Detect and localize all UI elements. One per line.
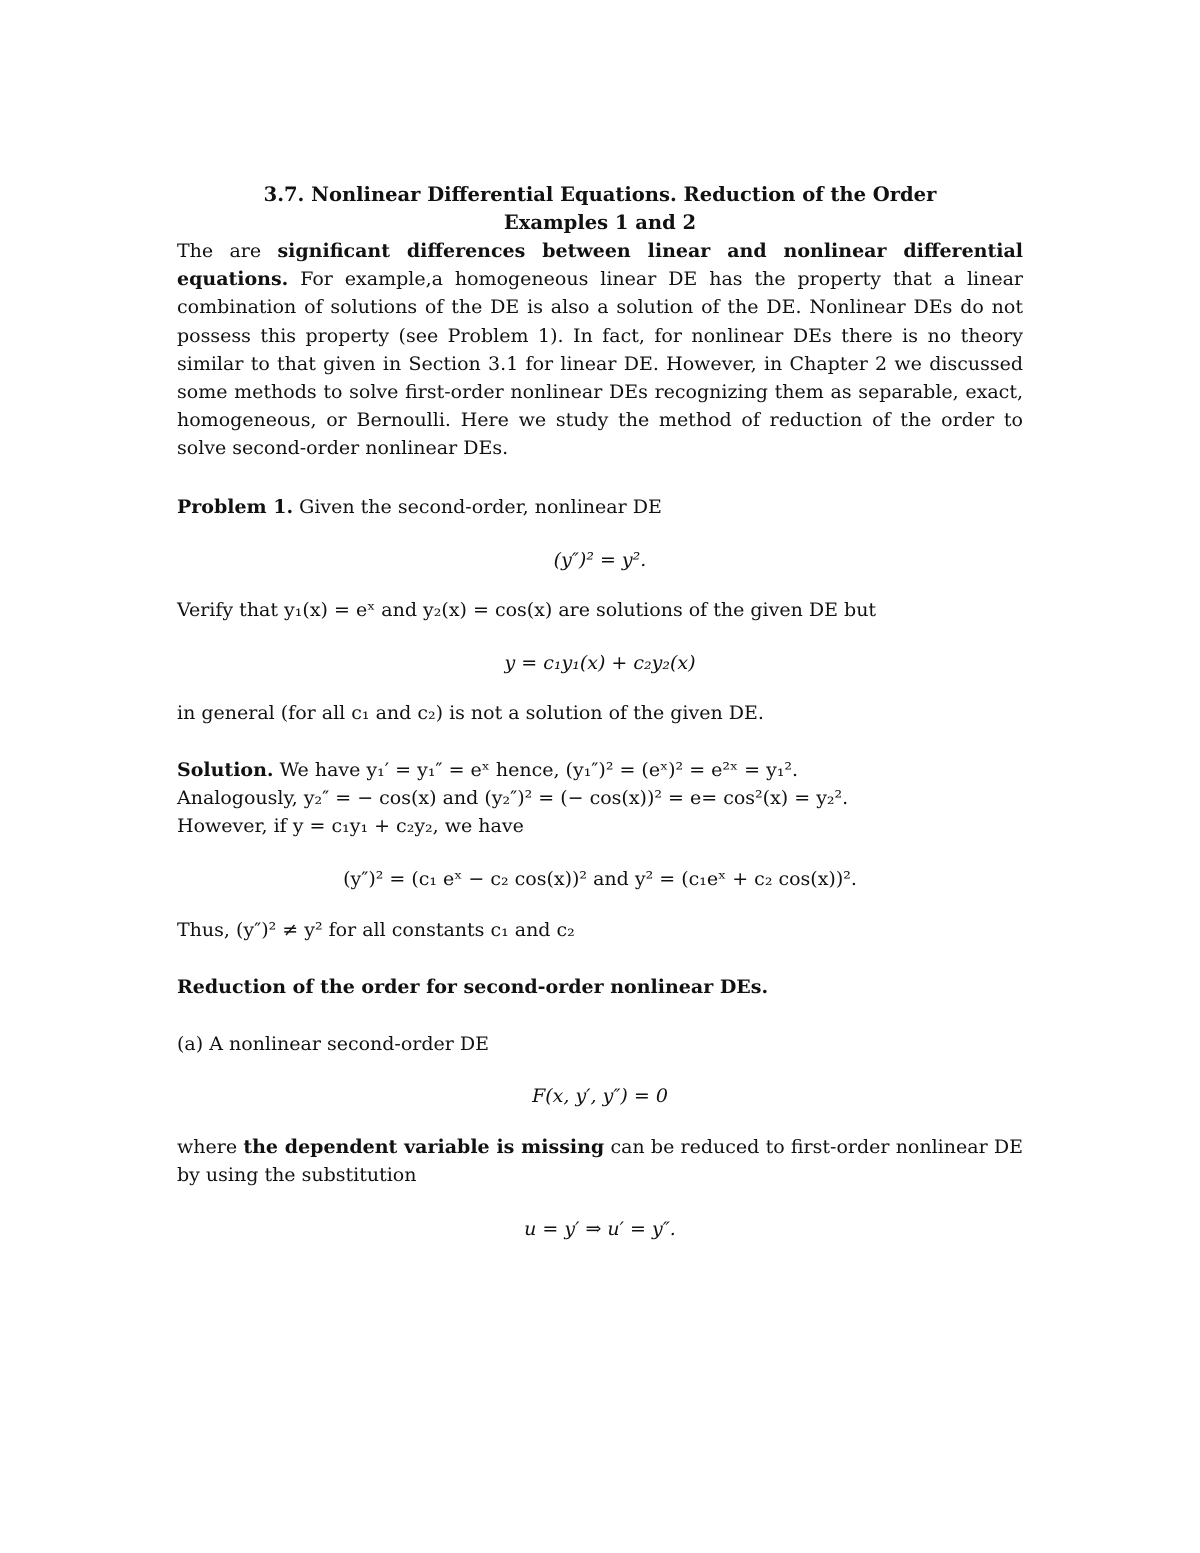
section-subtitle: Examples 1 and 2 (503, 211, 697, 234)
where-rest: can be reduced to first-order nonlinear DE by using the substitution (177, 1136, 1023, 1187)
intro-lead: The are (177, 240, 278, 262)
substitution-equation: u = y′ ⇒ u′ = y″. (524, 1218, 676, 1240)
reduction-heading: Reduction of the order for second-order nonlinear DEs. (177, 976, 769, 998)
where-lead: where (177, 1136, 244, 1158)
problem-1-statement (177, 493, 1023, 521)
solution-line-2: Analogously, y₂″ = − cos(x) and (y₂″)² = (− cos(x))² = e= cos²(x) = y₂². (177, 787, 849, 809)
solution-conclusion: Thus, (y″)² ≠ y² for all constants c₁ and c₂ (177, 919, 575, 941)
section-title: 3.7. Nonlinear Differential Equations. Reduction of the Order (263, 183, 937, 206)
solution-line-3: However, if y = c₁y₁ + c₂y₂, we have (177, 815, 524, 837)
intro-paragraph (177, 237, 1023, 463)
reduction-item-a (177, 1030, 1023, 1058)
problem-1-equation: (y″)² = y². (553, 549, 647, 571)
solution-line-1 (177, 756, 1023, 784)
general-text: in general (for all c₁ and c₂) is not a solution of the given DE. (177, 702, 764, 724)
problem-1-text: Given the second-order, nonlinear DE (293, 496, 662, 518)
where-bold: the dependent variable is missing (243, 1136, 605, 1158)
solution-equation: (y″)² = (c₁ eˣ − c₂ cos(x))² and y² = (c₁eˣ + c₂ cos(x))². (343, 868, 857, 890)
verify-text: Verify that y₁(x) = eˣ and y₂(x) = cos(x) are solutions of the given DE but (177, 599, 877, 621)
intro-bold: significant differences between linear and nonlinear differential equations. (177, 240, 1023, 291)
solution-label: Solution. (177, 759, 274, 781)
solution-text-1: We have y₁′ = y₁″ = eˣ hence, (y₁″)² = (eˣ)² = e²ˣ = y₁². (273, 759, 799, 781)
item-text: A nonlinear second-order DE (203, 1033, 490, 1055)
problem-1-label: Problem 1. (177, 496, 294, 518)
item-label: (a) (177, 1033, 204, 1055)
where-paragraph (177, 1133, 1023, 1189)
linear-combination-equation: y = c₁y₁(x) + c₂y₂(x) (504, 652, 696, 674)
reduction-equation: F(x, y′, y″) = 0 (532, 1085, 668, 1107)
intro-rest: For example,a homogeneous linear DE has the property that a linear combination of solutions of the DE is also a solution of the DE. Nonlinear DEs do not possess this property (see Problem 1). In fact, for nonlinear DEs there is no theory similar to that given in Section 3.1 for linear DE. However, in Chapter 2 we discussed some methods to solve first-order nonlinear DEs recognizing them as separable, exact, homogeneous, or Bernoulli. Here we study the method of reduction of the order to solve second-order nonlinear DEs. (177, 268, 1023, 460)
